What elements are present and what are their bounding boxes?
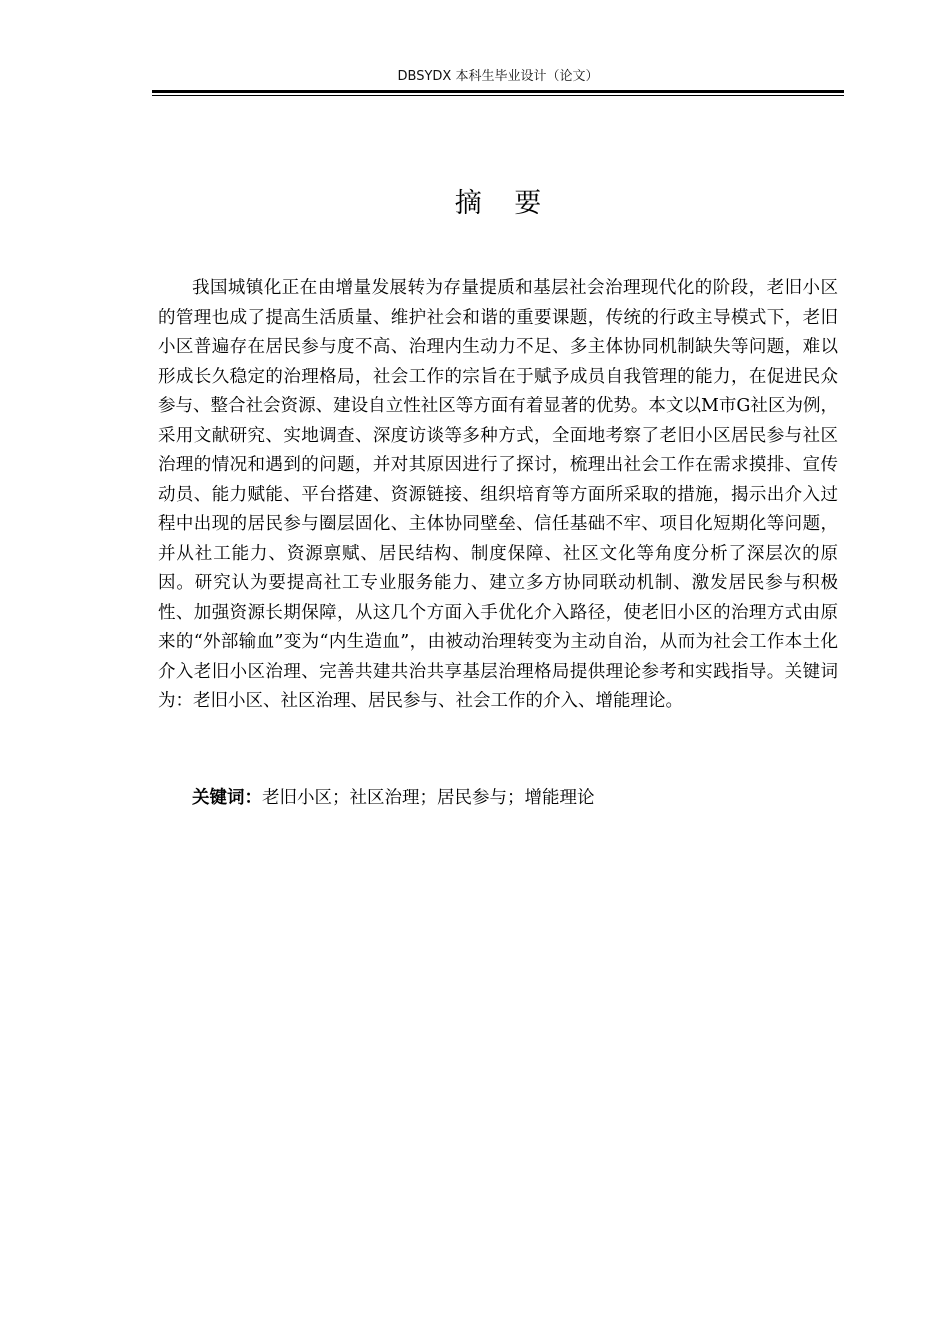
keywords-text: 老旧小区；社区治理；居民参与；增能理论	[262, 788, 595, 808]
page-title: 摘 要	[454, 188, 554, 219]
header-rule-thin	[152, 95, 844, 96]
keywords-label: 关键词：	[192, 788, 262, 808]
keywords-line	[158, 784, 838, 814]
abstract-body: 我国城镇化正在由增量发展转为存量提质和基层社会治理现代化的阶段，老旧小区的管理也成了提高生活质量、维护社会和谐的重要课题，传统的行政主导模式下，老旧小区普遍存在居民参与度不高、治理内生动力不足、多主体协同机制缺失等问题，难以形成长久稳定的治理格局，社会工作的宗旨在于赋予成员自我管理的能力，在促进民众参与、整合社会资源、建设自立性社区等方面有着显著的优势。本文以M市G社区为例，采用文献研究、实地调查、深度访谈等多种方式，全面地考察了老旧小区居民参与社区治理的情况和遇到的问题，并对其原因进行了探讨，梳理出社会工作在需求摸排、宣传动员、能力赋能、平台搭建、资源链接、组织培育等方面所采取的措施，揭示出介入过程中出现的居民参与圈层固化、主体协同壁垒、信任基础不牢、项目化短期化等问题，并从社工能力、资源禀赋、居民结构、制度保障、社区文化等角度分析了深层次的原因。研究认为要提高社工专业服务能力、建立多方协同联动机制、激发居民参与积极性、加强资源长期保障，从这几个方面入手优化介入路径，使老旧小区的治理方式由原来的“外部输血”变为“内生造血”，由被动治理转变为主动自治，从而为社会工作本土化介入老旧小区治理、完善共建共治共享基层治理格局提供理论参考和实践指导。关键词为：老旧小区、社区治理、居民参与、社会工作的介入、增能理论。	[158, 278, 838, 711]
running-header: DBSYDX 本科生毕业设计（论文）	[397, 69, 599, 84]
header-rule-thick	[152, 90, 844, 93]
